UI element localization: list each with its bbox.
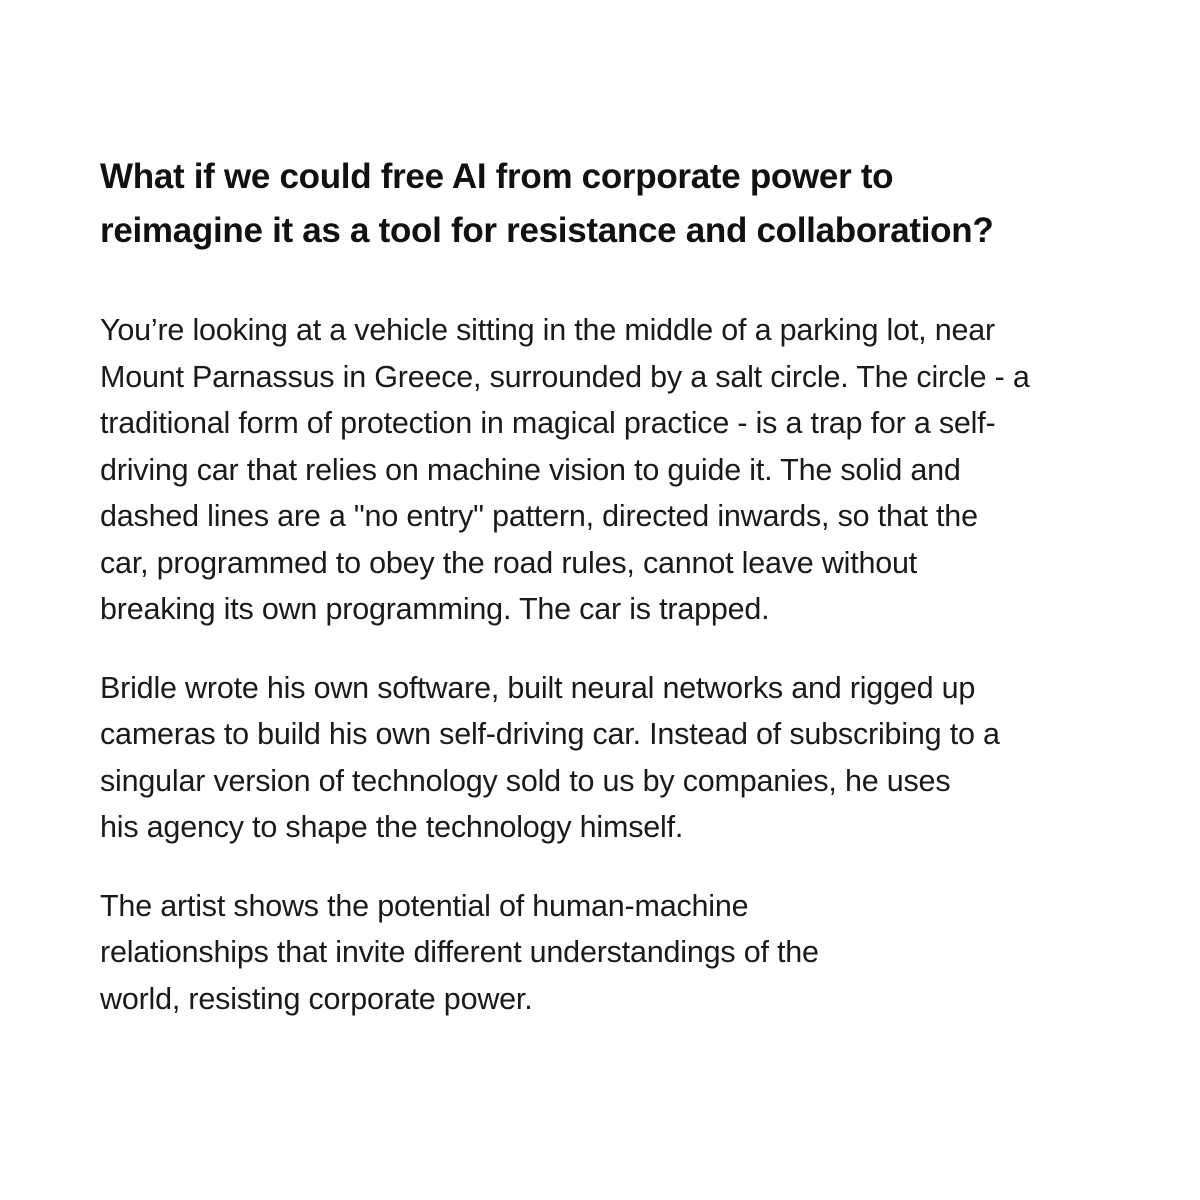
- paragraph-line: traditional form of protection in magical practice - is a trap for a self-: [100, 406, 996, 440]
- article: [100, 150, 1130, 1022]
- paragraph-salt-circle: [100, 307, 1130, 633]
- paragraph-bridle-software: [100, 665, 1130, 851]
- article-heading: [100, 150, 1130, 258]
- paragraph-line: dashed lines are a "no entry" pattern, directed inwards, so that the: [100, 499, 978, 533]
- paragraph-line: driving car that relies on machine vision to guide it. The solid and: [100, 452, 961, 487]
- paragraph-line: relationships that invite different understandings of the: [100, 935, 819, 969]
- paragraph-line: world, resisting corporate power.: [100, 981, 533, 1016]
- paragraph-line: The artist shows the potential of human-machine: [100, 888, 749, 923]
- paragraph-line: Mount Parnassus in Greece, surrounded by a salt circle. The circle - a: [100, 359, 1030, 394]
- paragraph-line: You’re looking at a vehicle sitting in the middle of a parking lot, near: [100, 313, 995, 347]
- paragraph-artist-potential: [100, 883, 1130, 1023]
- heading-line: What if we could free AI from corporate power to: [100, 157, 894, 196]
- paragraph-line: breaking its own programming. The car is trapped.: [100, 592, 770, 626]
- paragraph-line: his agency to shape the technology himself.: [100, 810, 684, 844]
- heading-line: reimagine it as a tool for resistance and collaboration?: [100, 211, 994, 250]
- paragraph-line: cameras to build his own self-driving car. Instead of subscribing to a: [100, 717, 1000, 751]
- paragraph-line: Bridle wrote his own software, built neural networks and rigged up: [100, 670, 976, 705]
- paragraph-line: singular version of technology sold to us by companies, he uses: [100, 763, 951, 798]
- paragraph-line: car, programmed to obey the road rules, cannot leave without: [100, 545, 918, 580]
